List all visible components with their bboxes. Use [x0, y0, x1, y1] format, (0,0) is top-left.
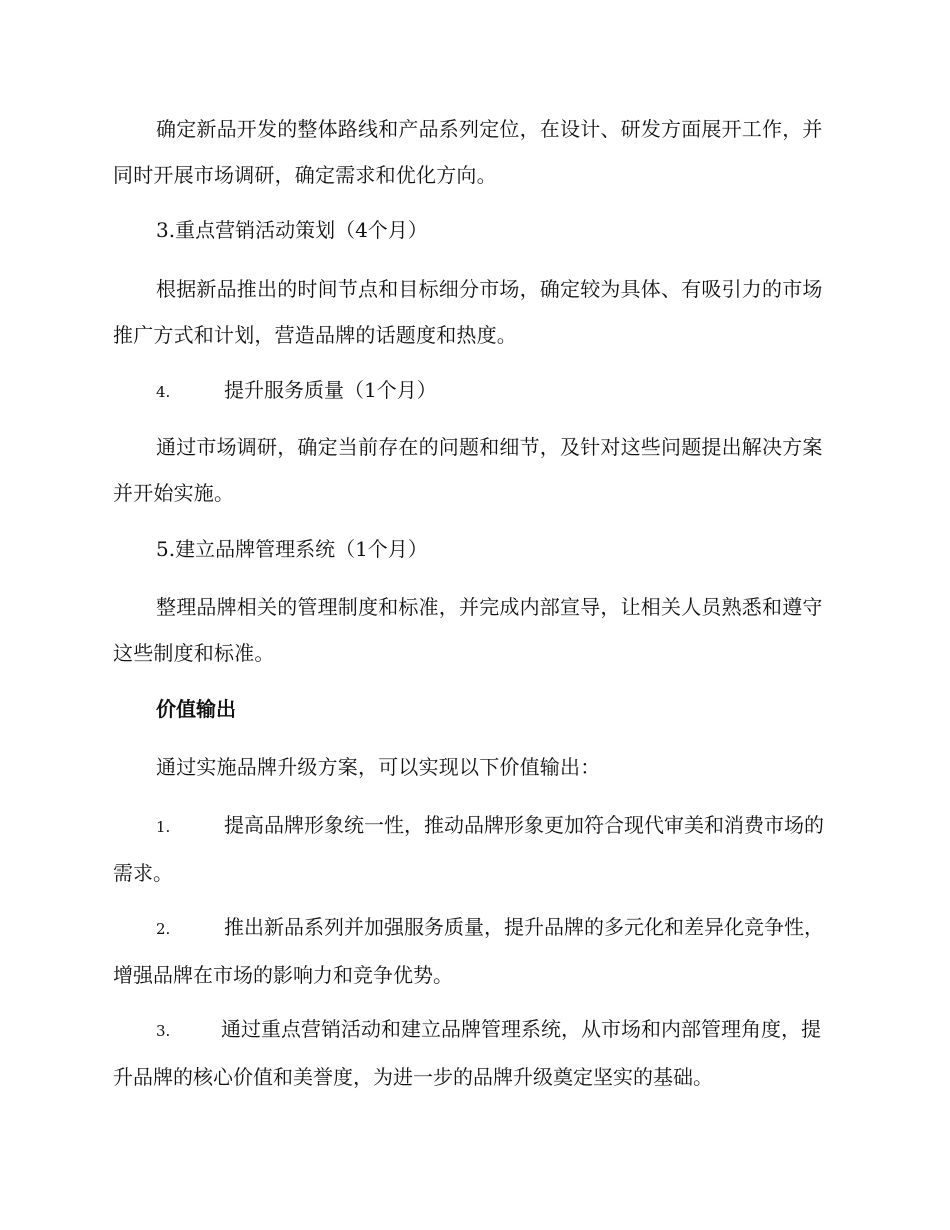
heading-brand-management: 5.建立品牌管理系统（1个月） — [156, 537, 428, 561]
list-item-text: 推出新品系列并加强服务质量，提升品牌的多元化和差异化竞争性，增强品牌在市场的影响力和竞争优势。 — [113, 915, 824, 987]
list-item — [113, 802, 835, 896]
section-title-value-output: 价值输出 — [156, 697, 236, 721]
list-item-text: 通过重点营销活动和建立品牌管理系统，从市场和内部管理角度，提升品牌的核心价值和美誉度，为进一步的品牌升级奠定坚实的基础。 — [113, 1017, 821, 1089]
list-number: 4. — [156, 383, 171, 401]
list-number: 3. — [156, 1022, 171, 1040]
heading-marketing-planning: 3.重点营销活动策划（4个月） — [156, 218, 428, 242]
list-item — [113, 1006, 835, 1100]
list-number: 1. — [156, 818, 171, 836]
list-item-text: 提高品牌形象统一性，推动品牌形象更加符合现代审美和消费市场的需求。 — [113, 813, 824, 885]
heading-service-quality-text: 提升服务质量（1个月） — [224, 378, 437, 402]
list-number: 2. — [156, 920, 171, 938]
list-item — [113, 904, 835, 998]
paragraph-brand-management: 整理品牌相关的管理制度和标准，并完成内部宣导，让相关人员熟悉和遵守这些制度和标准。 — [113, 595, 823, 665]
heading-service-quality — [113, 367, 835, 415]
paragraph-service-quality: 通过市场调研，确定当前存在的问题和细节，及针对这些问题提出解决方案并开始实施。 — [113, 435, 823, 505]
paragraph-new-product-dev: 确定新品开发的整体路线和产品系列定位，在设计、研发方面展开工作，并同时开展市场调研，确定需求和优化方向。 — [113, 117, 823, 187]
paragraph-value-intro: 通过实施品牌升级方案，可以实现以下价值输出： — [156, 755, 601, 779]
paragraph-marketing-planning: 根据新品推出的时间节点和目标细分市场，确定较为具体、有吸引力的市场推广方式和计划，营造品牌的话题度和热度。 — [113, 277, 823, 347]
